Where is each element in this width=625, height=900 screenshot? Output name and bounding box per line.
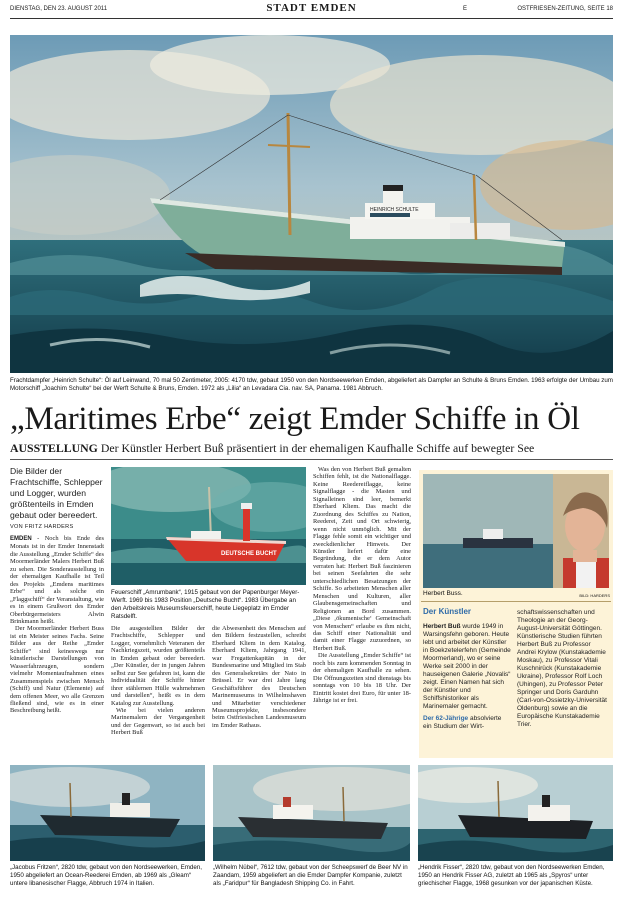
box-divider bbox=[421, 601, 611, 602]
ship-painting-jacobus-fritzen bbox=[10, 765, 205, 861]
ship-name-label: HEINRICH SCHULTE bbox=[370, 207, 419, 213]
lightship-image bbox=[111, 467, 306, 585]
bottom-caption-2: „Wilhelm Nübel“, 7612 tdw, gebaut von der Scheepswerf de Beer NV in Zaandam, 1959 abgeliefert an die Emder Dampfer Kompanie, zuletzt als „Faridpur“ für Bangladesh Shipping Co. in Fahrt. bbox=[213, 864, 408, 887]
subline-kicker: AUSSTELLUNG bbox=[10, 441, 98, 455]
edition-marker: E bbox=[463, 6, 468, 12]
bottom-painting-2 bbox=[213, 765, 410, 861]
issue-date: DIENSTAG, DEN 23. AUGUST 2011 bbox=[10, 6, 108, 12]
photo-credit: BILD: HARDERS bbox=[579, 593, 610, 598]
box-paragraph-3: schaftswissenschaften und Theologie an der Georg-August-Universität Göttingen. Künstlerische Studien führten Herbert Buß zu Professor Andrei Krylow (Kunstakademie Moskau), zu Professor Vitali Kuschnirück (Kunstakademie Ukraine), Professor Rolf Loch (Uhingen), zu Professor Peter Springer und Doris Garduhn (Carl-von-Ossietzky-Universität Oldenburg) sowie an die Europäische Kunstakademie Trier. bbox=[517, 609, 607, 728]
bottom-caption-1: „Jacobus Fritzen“, 2820 tdw, gebaut von den Nordseewerken, Emden, 1950 abgeliefert an Ocean-Reederei Emden, ab 1969 als „Gleam“ untere libanesischer Flagge, Abbruch 1974 in Italien. bbox=[10, 864, 202, 887]
col1-paragraph-2: Der Moormerländer Herbert Buss ist ein Meister seines Fachs. Seine Bilder aus der Reihe „Emder Schiffe“ sind keineswegs nur künstlerische Darstellungen von Wasserfahrzeugen, sondern vielmehr Momentaufnahmen eines Zusammenspiels zwischen Mensch (Schiff) und Natur (Elemente) auf dem offenen Meer, wo alle Grenzen fließend sind, wie es in einer Beschreibung heißt. bbox=[10, 625, 104, 715]
ship-painting-hendrik-fisser bbox=[418, 765, 613, 861]
headline: „Maritimes Erbe“ zeigt Emder Schiffe in Öl bbox=[10, 401, 580, 437]
bottom-painting-1 bbox=[10, 765, 205, 861]
article-column-1 bbox=[10, 535, 104, 760]
article-column-3 bbox=[212, 625, 306, 760]
col2-paragraph-1: Die ausgestellten Bilder der Frachtschiffe, Schlepper und Logger, vornehmlich Veteranen der Nachkriegszeit, wurden größtenteils in Emden gebaut oder bereedert. „Der Künstler, der in jungen Jahren selbst zur See gefahren ist, kann die Individualität der Schiffe hinter ihrer stählernen Hülle wahrnehmen und darstellen“, heißt es in dem Katalog zur Ausstellung. bbox=[111, 625, 205, 707]
section-title: STADT EMDEN bbox=[266, 2, 357, 14]
portrait-caption: Herbert Buss. bbox=[423, 590, 463, 597]
paper-page: OSTFRIESEN-ZEITUNG, SEITE 18 bbox=[517, 6, 613, 12]
lightship-name-label: DEUTSCHE BUCHT bbox=[221, 551, 277, 557]
dateline: EMDEN bbox=[10, 536, 32, 542]
portrait-image bbox=[423, 474, 609, 588]
freighter-painting bbox=[10, 35, 613, 373]
subline bbox=[10, 441, 613, 456]
lightship-caption: Feuerschiff „Amrumbank“, 1915 gebaut von der Papenburger Meyer-Werft. 1969 bis 1983 Position „Deutsche Bucht“. 1983 Übergabe an den Arbeitskreis Museumsfeuerschiff, heute Liegeplatz im Emder Ratsdelft. bbox=[111, 589, 300, 620]
author-line: VON FRITZ HARDERS bbox=[10, 524, 74, 530]
box-title: Der Künstler bbox=[423, 607, 472, 616]
main-caption: Frachtdampfer „Heinrich Schulte“: Öl auf Leinwand, 70 mal 50 Zentimeter, 2005: 4170 tdw, gebaut 1950 von den Nordseewerken Emden, abgeliefert als Dampfer an Schulte & Bruns Emden. 1963 erfolgte der Umbau zum Motorschiff „Joachim Schulte“ bei der Werft Schulte & Bruns, Emden. 1972 als „Lilia“ an Levadara Cia. nav. SA, Panama. 1981 Abbruch. bbox=[10, 377, 613, 392]
lead-text: Die Bilder der Frachtschiffe, Schlepper und Logger, wurden größtenteils in Emden gebaut oder bereedert. bbox=[10, 466, 103, 520]
subline-text: Der Künstler Herbert Buß präsentiert in der ehemaligen Kaufhalle Schiffe auf bewegter See bbox=[100, 441, 535, 455]
main-painting bbox=[10, 35, 613, 373]
article-column-4 bbox=[313, 466, 411, 760]
box-age-label: Der 62-Jährige bbox=[423, 715, 469, 722]
headline-rule bbox=[10, 459, 613, 460]
col4-paragraph-2: Die Ausstellung „Emder Schiffe“ ist noch bis zum kommenden Sonntag in der ehemaligen Kaufhalle zu sehen. Die Öffnungszeiten sind dienstags bis sonntags von 10 bis 18 Uhr. Der Eintritt kostet drei Euro, für unter 18-Jährige ist er frei. bbox=[313, 652, 411, 705]
article-column-2 bbox=[111, 625, 205, 760]
bottom-caption-3: „Hendrik Fisser“, 2820 tdw, gebaut von den Nordseewerken Emden, 1950 an Hendrik Fisser AG, zuletzt ab 1965 als „Spyros“ unter griechischer Flagge, 1968 gesunken vor der japanischen Küste. bbox=[418, 864, 605, 887]
box-column-1 bbox=[423, 623, 511, 758]
box-paragraph-2: absolvierte ein Studium der Wirt- bbox=[423, 715, 502, 730]
ship-painting-wilhelm-nuebel bbox=[213, 765, 410, 861]
box-paragraph-1: wurde 1949 in Warsingsfehn geboren. Heute lebt und arbeitet der Künstler in Boekzetelerfehn (Gemeinde Moormerland), wo er seine Werke seit 2000 in der hauseigenen Galerie „Novalis“ zeigt. Einen Namen hat sich der Künstler und Schiffshistoriker als Marinemaler gemacht. bbox=[423, 623, 511, 710]
artist-portrait bbox=[423, 474, 609, 588]
col2-paragraph-2: Wie bei vielen anderen Marinemalern der Vergangenheit und der Gegenwart, so ist auch bei Herbert Buß bbox=[111, 706, 205, 737]
box-column-2 bbox=[517, 609, 610, 757]
box-artist-name: Herbert Buß bbox=[423, 623, 461, 630]
col3-paragraph-1: die Abwesenheit des Menschen auf den Bildern festzustellen, schreibt Eberhard Kliem in dem Katalog. Eberhard Kliem, Jahrgang 1941, war Fregattenkapitän in der Bundesmarine und Mitglied im Stab des Generalsekretärs der Nato in Brüssel. Er war drei Jahre lang Geschäftsführer des Deutschen Marinemuseums in Wilhelmshaven und Mitarbeiter verschiedener Museumsprojekte, insbesondere beim Ostfriesischen Landesmuseum im Emder Rathaus. bbox=[212, 625, 306, 729]
col1-paragraph-1: - Noch bis Ende des Monats ist in der Emder Innenstadt die Ausstellung „Emder Schiffe“ des Moormerländer Malers Herbert Buß zu sehen. Die Sonderausstellung in der ehemaligen Kaufhalle ist Teil des Projekts „Emdens maritimes Erbe“ und als solche ein „Flaggschiff“ der Veranstaltung, wie es in einem Grußwort des Emder Oberbürgermeisters Alwin Brinkmann heißt. bbox=[10, 535, 104, 625]
col4-paragraph-1: Was den von Herbert Buß gemalten Schiffen fehlt, ist die Nationalflagge. Keine Reedereiflagge, keine Signalflagge - die Masten und Signalleinen sind leer, bemerkt Eberhard Kliem. Das macht die Zuordnung des Schiffes zu Nation, Reederei, Zeit und Ort schwierig, wenn nicht unmöglich. Mit der Flagge fehle somit ein wichtiger und zweckdienlicher Hinweis. Der Künstler liefert dafür eine Begründung, die er dem Autor verraten hat: Herbert Buß faszinieren bei seinen Seefahrten die sehr unterschiedlichen Besatzungen der Schiffe. So arbeiteten Menschen aller Menschen und Kulturen, aller Glaubensgemeinschaften und Religionen an Bord zusammen. „Diese ‚ökumenische‘ Gemeinschaft von Menschen“ erlaube es ihm nicht, das Schiff einer Nationalität und damit einer Flagge zuzuordnen, so Herbert Buß. bbox=[313, 466, 411, 652]
lightship-painting bbox=[111, 467, 306, 585]
page-header bbox=[10, 4, 613, 19]
bottom-painting-3 bbox=[418, 765, 613, 861]
